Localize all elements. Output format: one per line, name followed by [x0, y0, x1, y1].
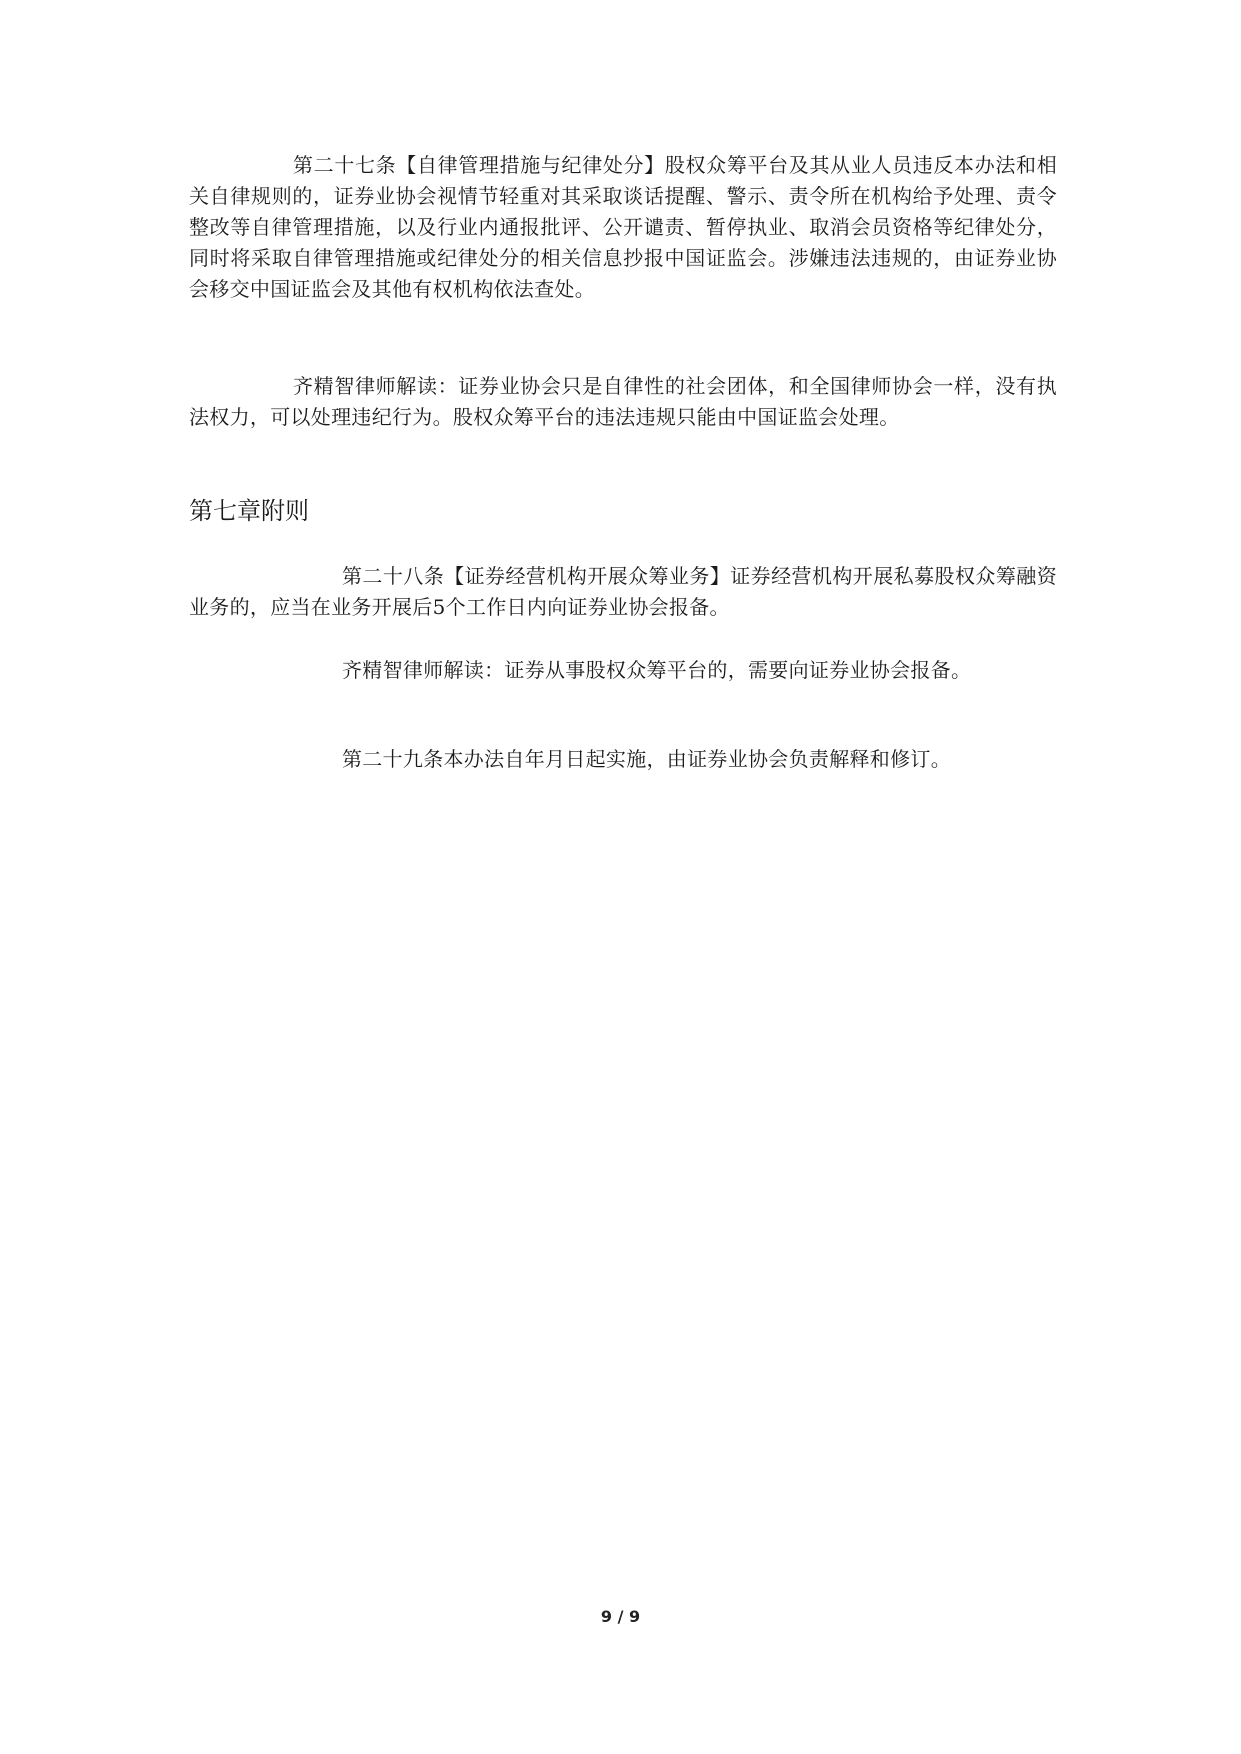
commentary-27-paragraph: 齐精智律师解读：证券业协会只是自律性的社会团体，和全国律师协会一样，没有执法权力，可以处理违纪行为。股权众筹平台的违法违规只能由中国证监会处理。 — [189, 374, 1057, 429]
article-29-paragraph: 第二十九条本办法自年月日起实施，由证券业协会负责解释和修订。 — [342, 747, 951, 771]
article-27-paragraph: 第二十七条【自律管理措施与纪律处分】股权众筹平台及其从业人员违反本办法和相关自律规则的，证券业协会视情节轻重对其采取谈话提醒、警示、责令所在机构给予处理、责令整改等自律管理措施，以及行业内通报批评、公开谴责、暂停执业、取消会员资格等纪律处分，同时将采取自律管理措施或纪律处分的相关信息抄报中国证监会。涉嫌违法违规的，由证券业协会移交中国证监会及其他有权机构依法查处。 — [189, 153, 1057, 301]
chapter-heading: 第七章附则 — [189, 497, 309, 525]
commentary-28-paragraph: 齐精智律师解读：证券从事股权众筹平台的，需要向证券业协会报备。 — [342, 658, 972, 682]
article-28-paragraph: 第二十八条【证券经营机构开展众筹业务】证券经营机构开展私募股权众筹融资业务的，应当在业务开展后5个工作日内向证券业协会报备。 — [189, 564, 1057, 619]
page-number: 9 / 9 — [600, 1607, 641, 1626]
